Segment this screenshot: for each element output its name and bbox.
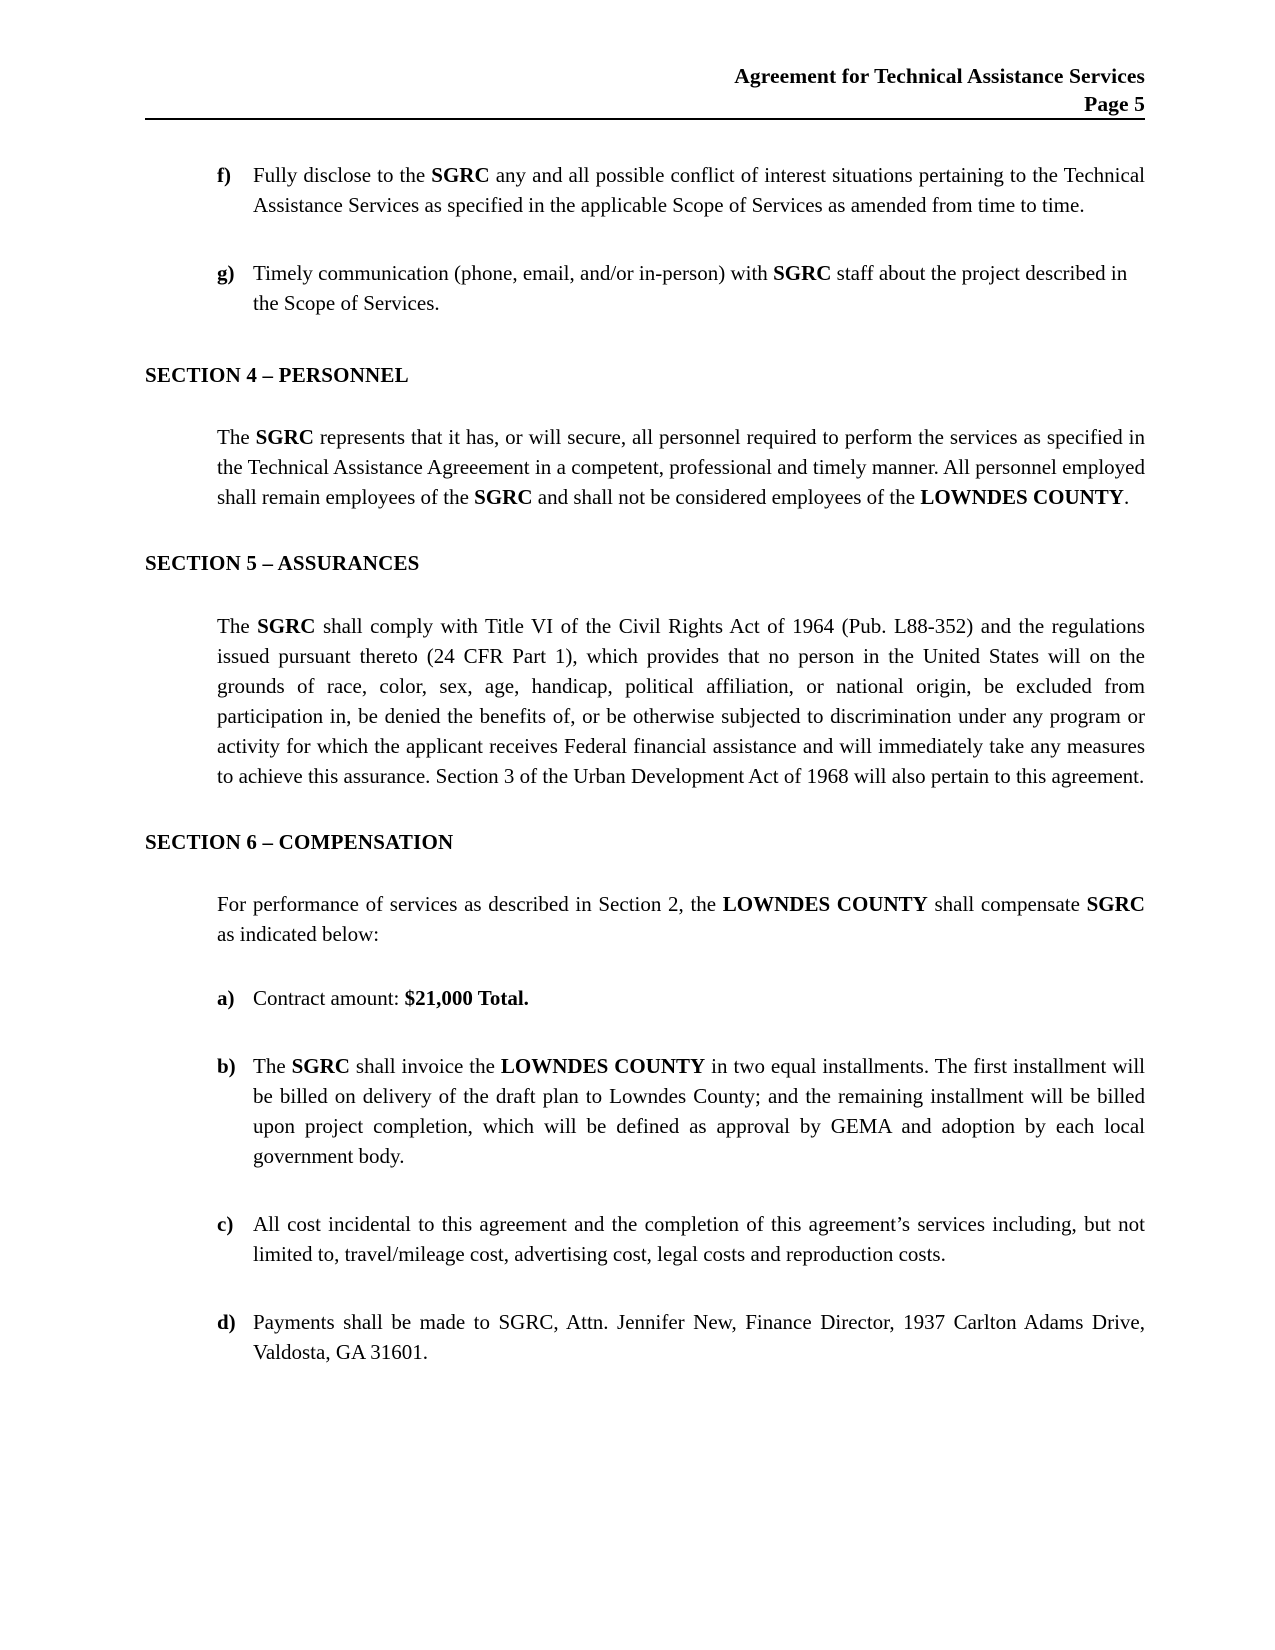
list-marker: g)	[217, 261, 235, 286]
spacer	[145, 388, 1145, 422]
section-4-paragraph: The SGRC represents that it has, or will secure, all personnel required to perform the services as specified in the Technical Assistance Agreeement in a competent, professional and timely manner. All personnel employed shall remain employees of the SGRC and shall not be considered employees of the LOWNDES COUNTY.	[217, 425, 1145, 510]
list-marker: d)	[217, 1310, 236, 1335]
list-item-text: All cost incidental to this agreement and the completion of this agreement’s services including, but not limited to, travel/mileage cost, advertising cost, legal costs and reproduction costs.	[253, 1212, 1145, 1267]
list-marker: c)	[217, 1212, 234, 1237]
spacer	[145, 1171, 1145, 1209]
list-item	[217, 1307, 1145, 1367]
document-body	[145, 160, 1145, 1367]
section-heading-4: SECTION 4 – PERSONNEL	[145, 363, 409, 388]
list-marker: a)	[217, 985, 235, 1010]
spacer	[145, 1013, 1145, 1051]
list-item-text: Fully disclose to the SGRC any and all possible conflict of interest situations pertaining to the Technical Assistance Services as specified in the applicable Scope of Services as amended from time to time.	[253, 163, 1145, 218]
list-marker: b)	[217, 1054, 236, 1078]
spacer	[145, 577, 1145, 611]
list-item-text: Contract amount: $21,000 Total.	[253, 985, 529, 1010]
list-item	[217, 983, 1145, 1013]
list-item-text: Payments shall be made to SGRC, Attn. Jennifer New, Finance Director, 1937 Carlton Adams Drive, Valdosta, GA 31601.	[253, 1310, 1145, 1365]
spacer	[145, 1269, 1145, 1307]
spacer	[145, 512, 1145, 550]
header-title: Agreement for Technical Assistance Services	[734, 64, 1145, 88]
spacer	[145, 949, 1145, 983]
page-header	[145, 62, 1145, 119]
spacer	[145, 855, 1145, 889]
spacer	[145, 220, 1145, 258]
list-item	[217, 160, 1145, 220]
section-heading-6: SECTION 6 – COMPENSATION	[145, 829, 454, 854]
list-item	[217, 1209, 1145, 1269]
list-item-text: Timely communication (phone, email, and/or in-person) with SGRC staff about the project described in the Scope of Services.	[253, 261, 1128, 316]
list-item	[217, 1051, 1145, 1171]
list-item	[217, 258, 1145, 318]
section-heading-5: SECTION 5 – ASSURANCES	[145, 551, 420, 576]
list-marker: f)	[217, 163, 231, 187]
section-6-paragraph: For performance of services as described in Section 2, the LOWNDES COUNTY shall compensate SGRC as indicated below:	[217, 891, 1145, 946]
list-item-text: The SGRC shall invoice the LOWNDES COUNTY in two equal installments. The first installment will be billed on delivery of the draft plan to Lowndes County; and the remaining installment will be billed upon project completion, which will be defined as approval by GEMA and adoption by each local government body.	[253, 1054, 1145, 1169]
spacer	[145, 318, 1145, 362]
spacer	[145, 791, 1145, 829]
header-divider	[145, 118, 1145, 120]
section-5-paragraph: The SGRC shall comply with Title VI of the Civil Rights Act of 1964 (Pub. L88-352) and the regulations issued pursuant thereto (24 CFR Part 1), which provides that no person in the United States will on the grounds of race, color, sex, age, handicap, political affiliation, or national origin, be excluded from participation in, be denied the benefits of, or be otherwise subjected to discrimination under any program or activity for which the applicant receives Federal financial assistance and will immediately take any measures to achieve this assurance. Section 3 of the Urban Development Act of 1968 will also pertain to this agreement.	[217, 613, 1145, 788]
header-page-number: Page 5	[1084, 92, 1145, 117]
